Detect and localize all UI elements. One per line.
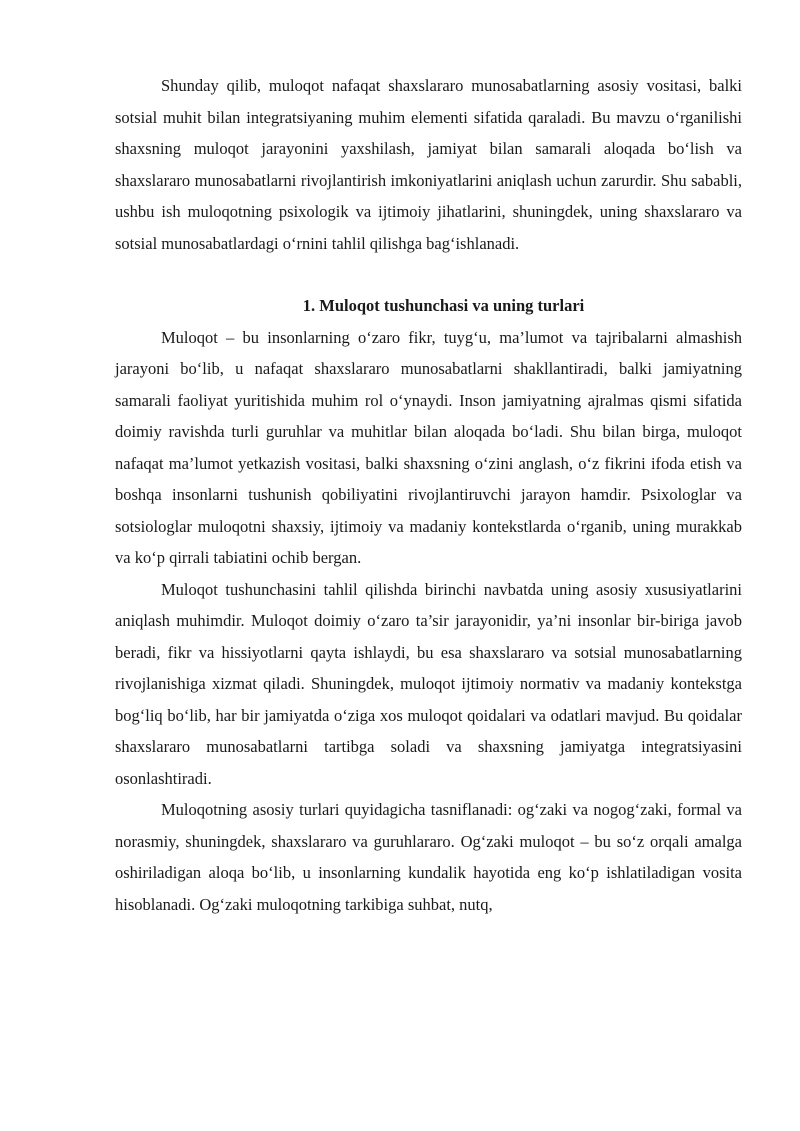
document-page (115, 70, 742, 920)
body-paragraph-1: Muloqot – bu insonlarning o‘zaro fikr, tuyg‘u, ma’lumot va tajribalarni almashish jarayoni bo‘lib, u nafaqat shaxslararo munosabatlarni shakllantiradi, balki jamiyatning samarali faoliyat yuritishida muhim rol o‘ynaydi. Inson jamiyatning ajralmas qismi sifatida doimiy ravishda turli guruhlar va muhitlar bilan aloqada bo‘ladi. Shu bilan birga, muloqot nafaqat ma’lumot yetkazish vositasi, balki shaxsning o‘zini anglash, o‘z fikrini ifoda etish va boshqa insonlarni tushunish qobiliyatini rivojlantiruvchi jarayon hamdir. Psixologlar va sotsiologlar muloqotni shaxsiy, ijtimoiy va madaniy kontekstlarda o‘rganib, uning murakkab va ko‘p qirrali tabiatini ochib bergan. (115, 327, 742, 567)
intro-paragraph: Shunday qilib, muloqot nafaqat shaxslararo munosabatlarning asosiy vositasi, balki sotsial muhit bilan integratsiyaning muhim elementi sifatida qaraladi. Bu mavzu o‘rganilishi shaxsning muloqot jarayonini yaxshilash, jamiyat bilan samarali aloqada bo‘lish va shaxslararo munosabatlarni rivojlantirish imkoniyatlarini aniqlash uchun zarurdir. Shu sababli, ushbu ish muloqotning psixologik va ijtimoiy jihatlarini, shuningdek, uning shaxslararo va sotsial munosabatlardagi o‘rnini tahlil qilishga bag‘ishlanadi. (115, 76, 742, 253)
body-paragraph-3: Muloqotning asosiy turlari quyidagicha tasniflanadi: og‘zaki va nogog‘zaki, formal va norasmiy, shuningdek, shaxslararo va guruhlararo. Og‘zaki muloqot – bu so‘z orqali amalga oshiriladigan aloqa bo‘lib, u insonlarning kundalik hayotida eng ko‘p ishlatiladigan vosita hisoblanadi. Og‘zaki muloqotning tarkibiga suhbat, nutq, (115, 800, 742, 914)
section-heading: 1. Muloqot tushunchasi va uning turlari (302, 296, 585, 315)
body-paragraph-2: Muloqot tushunchasini tahlil qilishda birinchi navbatda uning asosiy xususiyatlarini aniqlash muhimdir. Muloqot doimiy o‘zaro ta’sir jarayonidir, ya’ni insonlar bir-biriga javob beradi, fikr va hissiyotlarni qayta ishlaydi, bu esa shaxslararo va sotsial munosabatlarning rivojlanishiga xizmat qiladi. Shuningdek, muloqot ijtimoiy normativ va madaniy kontekstga bog‘liq bo‘lib, har bir jamiyatda o‘ziga xos muloqot qoidalari va odatlari mavjud. Bu qoidalar shaxslararo munosabatlarni tartibga soladi va shaxsning jamiyatga integratsiyasini osonlashtiradi. (115, 579, 742, 788)
